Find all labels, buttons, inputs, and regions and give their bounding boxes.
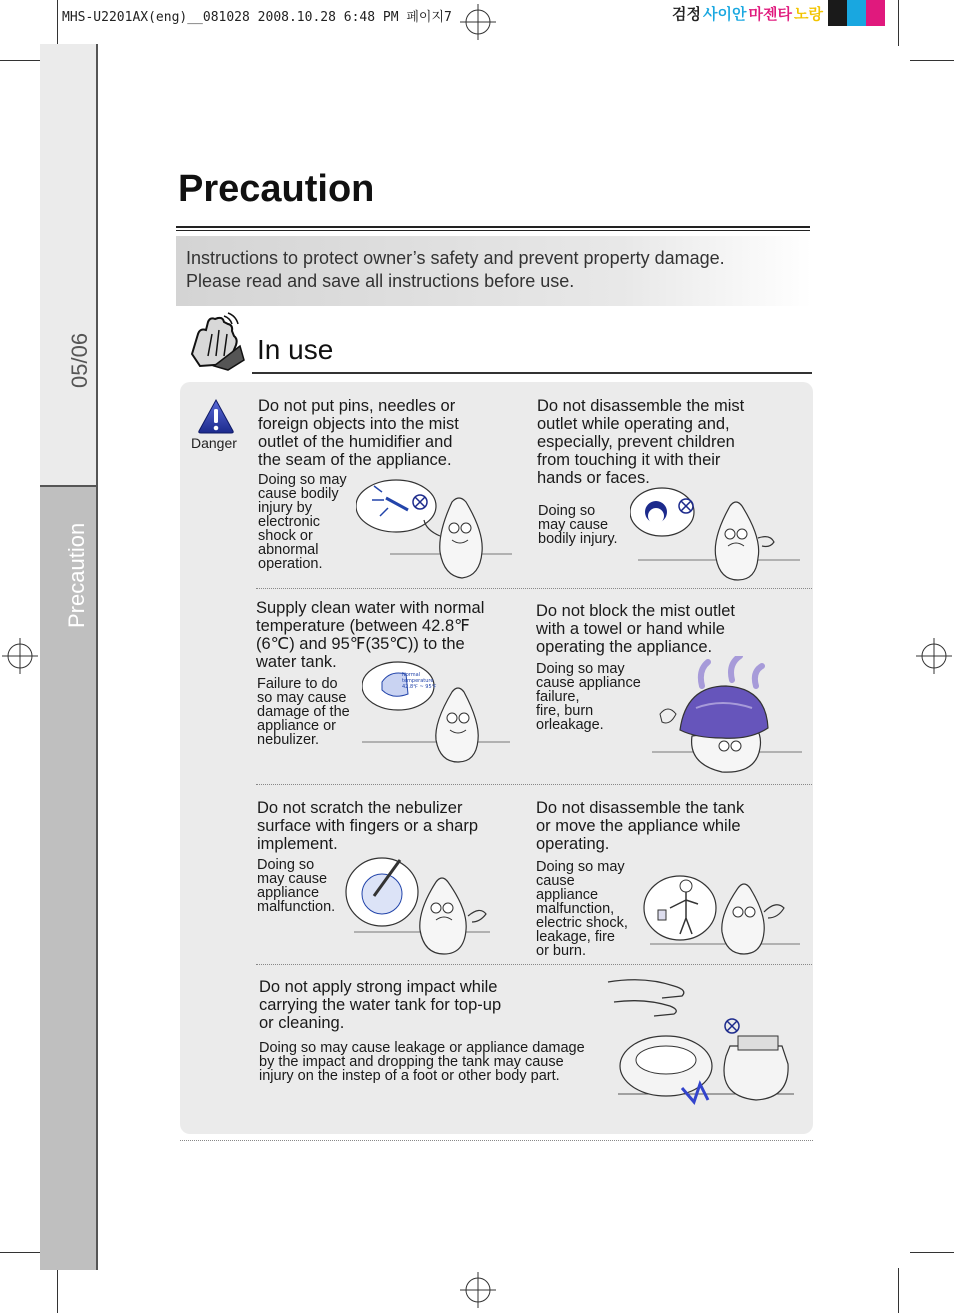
color-label-cyan: 사이안 [702,5,747,23]
side-tab-top [40,44,98,486]
crop-mark [57,1268,58,1313]
danger-label: Danger [191,435,237,451]
title-rule-thin [176,230,810,231]
crop-mark [910,1252,954,1253]
item-7-heading: Do not apply strong impact while carrying the water tank for top-up or cleaning. [259,978,502,1032]
color-swatches [828,0,885,26]
item-2-illustration [630,486,802,582]
intro-box [176,236,812,306]
section-title: In use [257,334,334,365]
row-divider [256,784,812,785]
item-1-detail: Doing so may cause bodily injury by electronic shock or abnormal operation. [258,472,347,572]
side-tab-divider [40,485,98,487]
water-label-1: Normal [402,672,421,678]
registration-mark-bottom [460,1272,496,1308]
swatch-magenta [866,0,885,26]
item-5-illustration [344,856,494,968]
water-label-2: temperature [402,678,434,684]
item-4-detail: Doing so may cause appliance failure, fire, burn orleakage. [536,661,641,733]
crop-mark [0,60,44,61]
item-1-heading: Do not put pins, needles or foreign objects into the mist outlet of the humidifier and the seam of the appliance. [258,397,459,469]
intro-line-1: Instructions to protect owner’s safety and prevent property damage. [186,248,725,268]
section-rule [252,372,812,374]
crop-mark [898,0,899,46]
registration-mark-left [2,638,38,674]
swatch-black [828,0,847,26]
color-labels [672,3,825,24]
item-6-illustration [640,868,804,960]
item-3-detail: Failure to do so may cause damage of the appliance or nebulizer. [257,676,350,748]
glove-icon [184,312,246,372]
item-3-illustration [362,660,514,766]
registration-mark-right [916,638,952,674]
row-divider [256,588,812,589]
intro-line-2: Please read and save all instructions before use. [186,271,575,291]
item-6-heading: Do not disassemble the tank or move the appliance while operating. [536,799,745,853]
danger-warning-icon [197,398,235,434]
water-label-3: 42.8℉ ~ 95℉ [402,684,437,690]
item-5-detail: Doing so may cause appliance malfunction. [257,857,336,915]
title-rule [176,226,810,228]
page-title: Precaution [178,168,375,210]
item-3-heading: Supply clean water with normal temperature (between 42.8℉ (6℃) and 95℉(35℃)) to the water tank. [256,599,485,671]
side-section-label: Precaution [64,522,89,628]
bottom-divider [180,1140,813,1141]
item-5-heading: Do not scratch the nebulizer surface with fingers or a sharp implement. [257,799,479,853]
print-header: MHS-U2201AX(eng)__081028 2008.10.28 6:48 PM 페이지7 [62,10,452,25]
crop-mark [57,0,58,46]
item-1-illustration [356,476,516,580]
crop-mark [898,1268,899,1313]
item-6-detail: Doing so may cause appliance malfunction, electric shock, leakage, fire or burn. [536,859,628,959]
item-4-heading: Do not block the mist outlet with a towel or hand while operating the appliance. [536,602,736,656]
registration-mark-top [460,4,496,40]
crop-mark [0,1252,44,1253]
side-tab-edge [96,44,98,1270]
color-label-yellow: 노랑 [793,5,823,23]
item-7-detail: Doing so may cause leakage or appliance damage by the impact and dropping the tank may cause injury on the instep of a foot or other body part. [259,1040,585,1084]
page-number: 05/06 [67,332,92,388]
color-label-magenta: 마젠타 [748,5,792,23]
item-7-illustration [604,972,800,1106]
color-label-black: 검정 [672,5,701,23]
item-4-illustration [652,656,804,776]
item-2-detail: Doing so may cause bodily injury. [538,503,618,547]
row-divider [256,964,812,965]
swatch-cyan [847,0,866,26]
item-2-heading: Do not disassemble the mist outlet while operating and, especially, prevent children from touching it with their hands or faces. [537,397,745,487]
side-tab [40,44,98,1270]
crop-mark [910,60,954,61]
